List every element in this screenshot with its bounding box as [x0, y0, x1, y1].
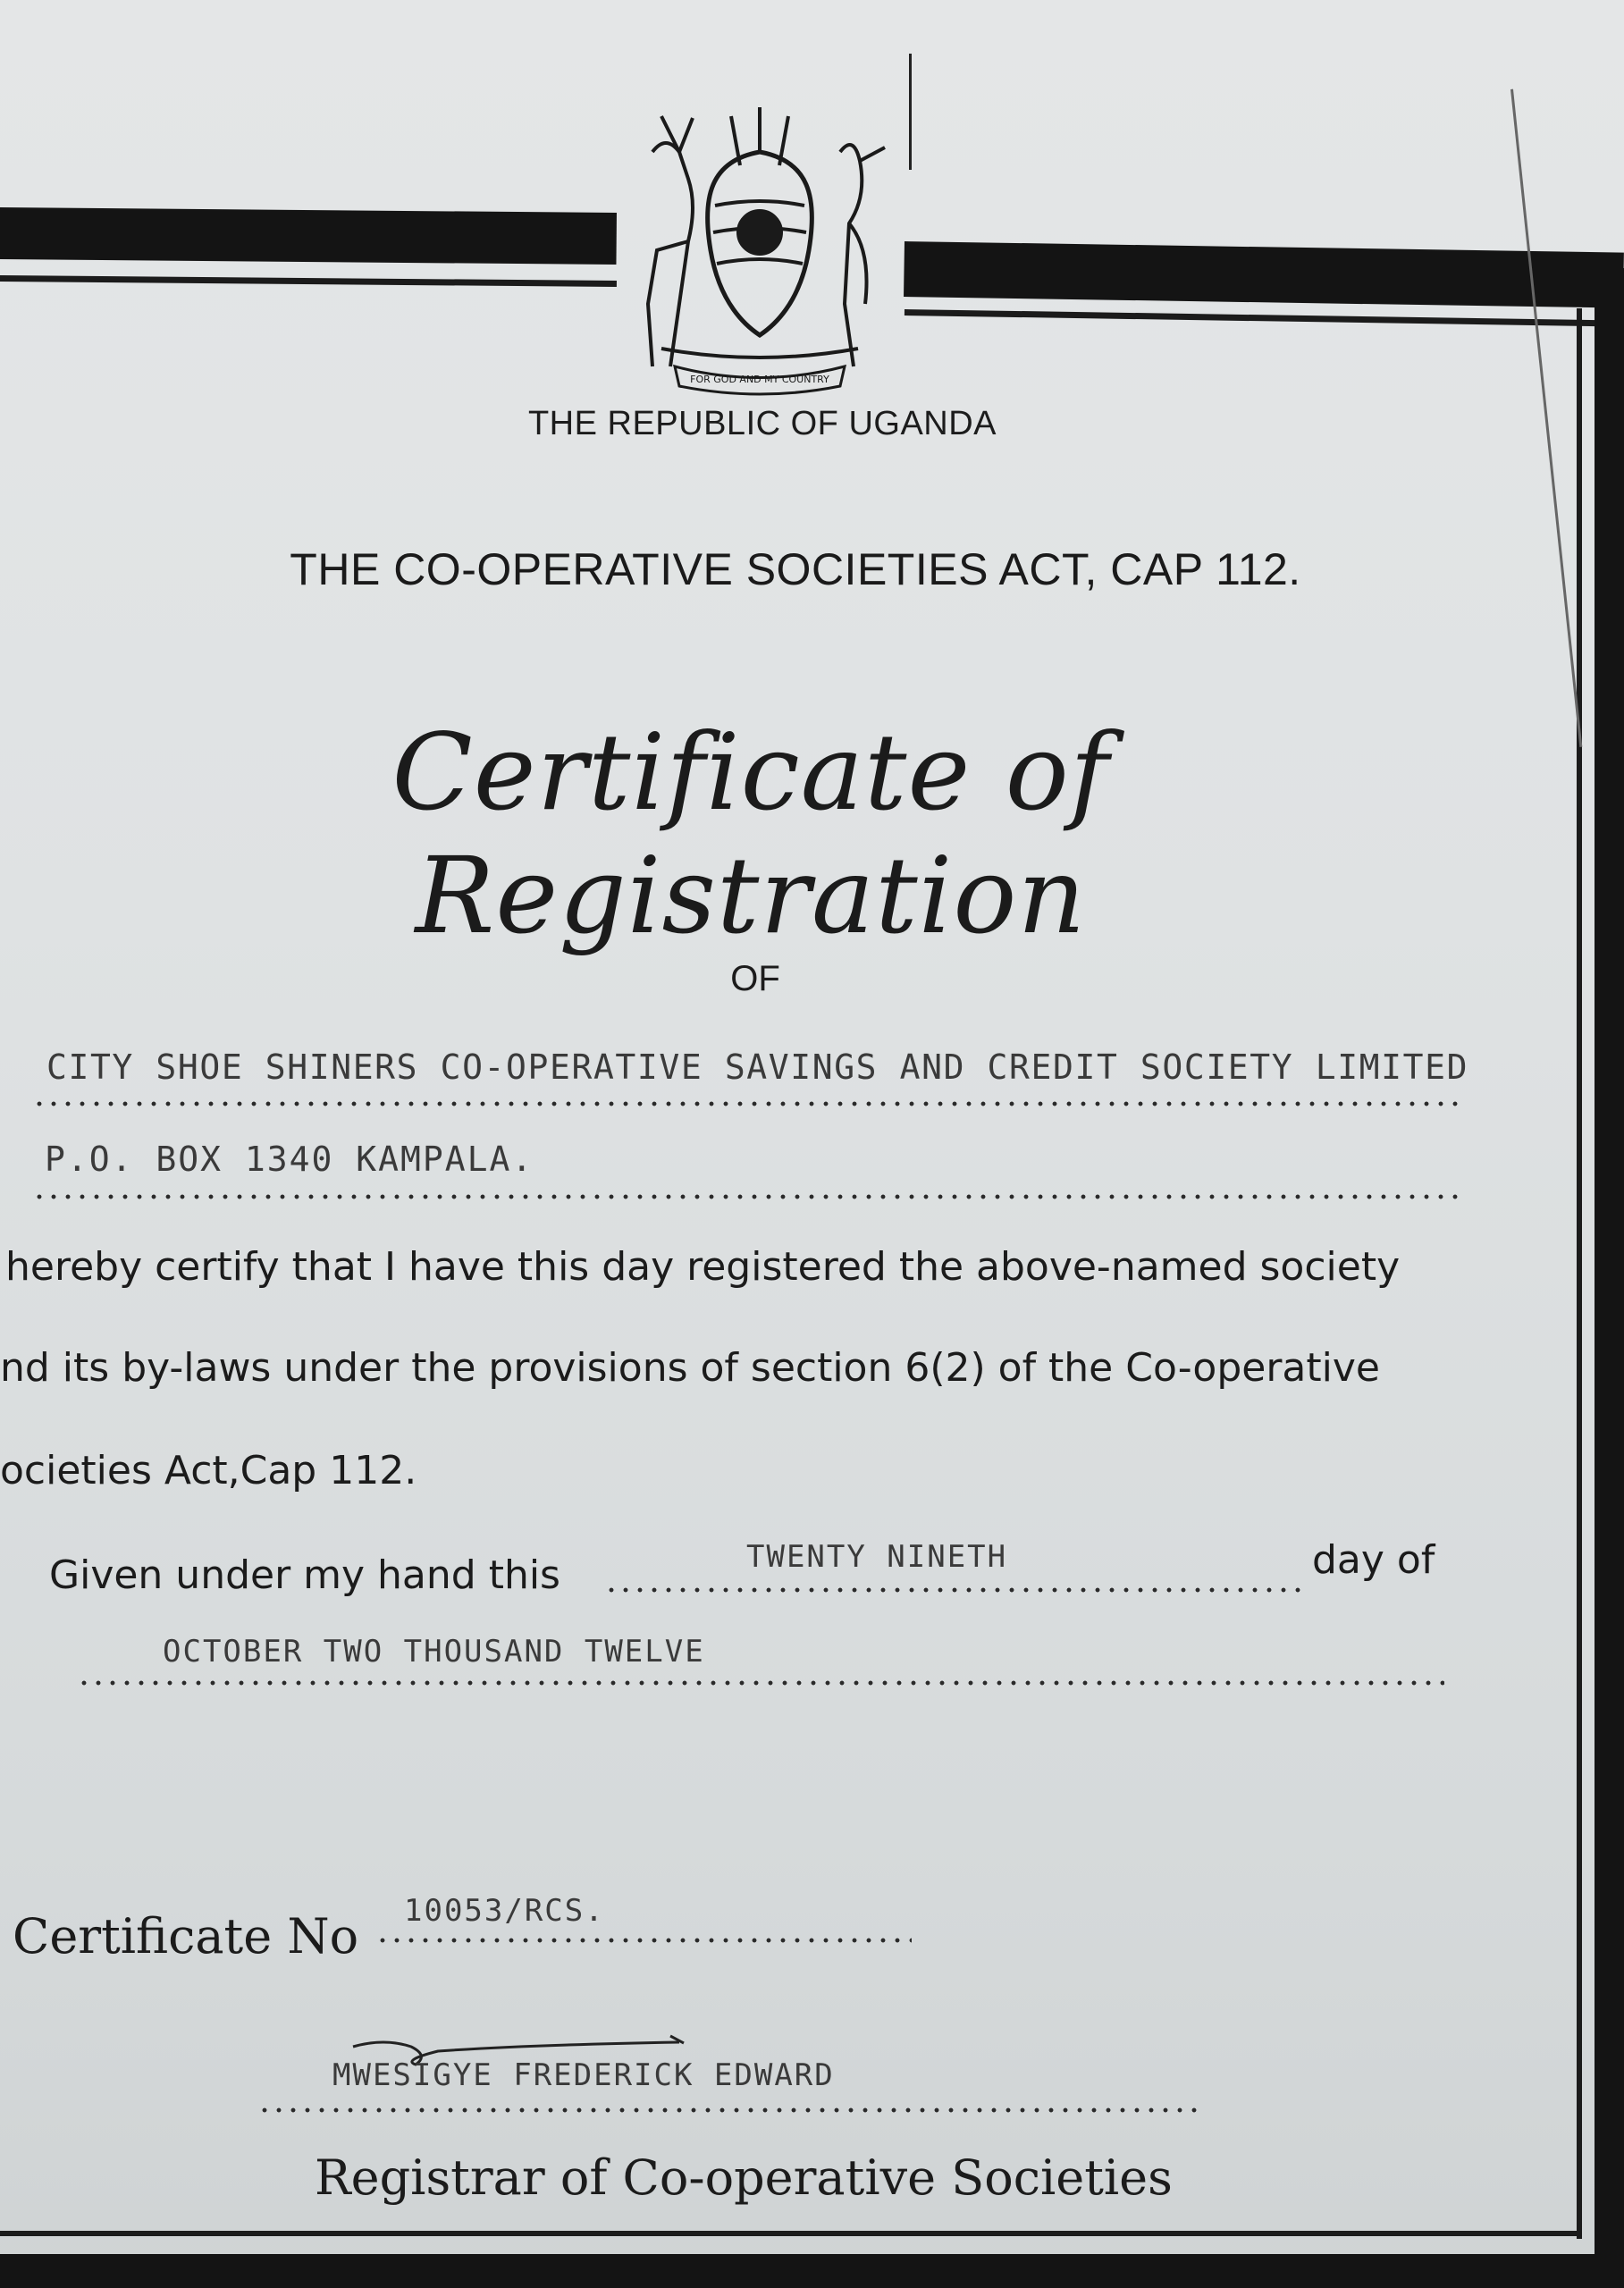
certificate-number-value: 10053/RCS. — [404, 1893, 605, 1929]
uganda-coat-of-arms-icon — [626, 98, 894, 402]
month-year-value: OCTOBER TWO THOUSAND TWELVE — [163, 1634, 705, 1670]
given-label: Given under my hand this — [49, 1552, 560, 1598]
day-of-label: day of — [1312, 1537, 1435, 1583]
registrar-title: Registrar of Co-operative Societies — [315, 2149, 1173, 2206]
act-reference: THE CO-OPERATIVE SOCIETIES ACT, CAP 112. — [290, 544, 1301, 594]
top-border-left — [0, 207, 617, 265]
certify-line-1: hereby certify that I have this day registered the above-named society — [5, 1244, 1401, 1290]
certificate-title: Certificate of Registration — [391, 711, 1110, 957]
right-border-inner — [1577, 308, 1582, 2239]
pen-mark — [909, 54, 912, 170]
registrar-dotted-line — [257, 2107, 1198, 2113]
country-name: THE REPUBLIC OF UGANDA — [527, 405, 997, 442]
certify-line-2: nd its by-laws under the provisions of section 6(2) of the Co-operative — [0, 1345, 1380, 1391]
registrar-name: MWESIGYE FREDERICK EDWARD — [332, 2057, 835, 2093]
emblem-motto: FOR GOD AND MY COUNTRY — [690, 374, 829, 385]
certificate-number-label: Certificate No — [13, 1908, 359, 1964]
society-address: P.O. BOX 1340 KAMPALA. — [45, 1140, 534, 1179]
top-border-right-thin — [905, 309, 1602, 326]
address-dotted-line — [32, 1194, 1462, 1199]
bottom-border-inner — [0, 2231, 1582, 2236]
certify-line-3: ocieties Act,Cap 112. — [0, 1448, 417, 1493]
bottom-border-outer — [0, 2254, 1624, 2288]
society-name-dotted-line — [32, 1101, 1462, 1106]
right-border-outer — [1595, 268, 1624, 2288]
top-border-left-thin — [0, 275, 617, 287]
top-border-right — [904, 241, 1624, 308]
day-value: TWENTY NINETH — [746, 1539, 1008, 1575]
of-label: OF — [730, 959, 780, 998]
day-dotted-line — [604, 1587, 1301, 1593]
certificate-number-dotted-line — [375, 1938, 912, 1943]
fold-line — [1510, 89, 1582, 747]
month-year-dotted-line — [77, 1680, 1444, 1686]
society-name: CITY SHOE SHINERS CO-OPERATIVE SAVINGS AND CREDIT SOCIETY LIMITED — [46, 1047, 1469, 1087]
